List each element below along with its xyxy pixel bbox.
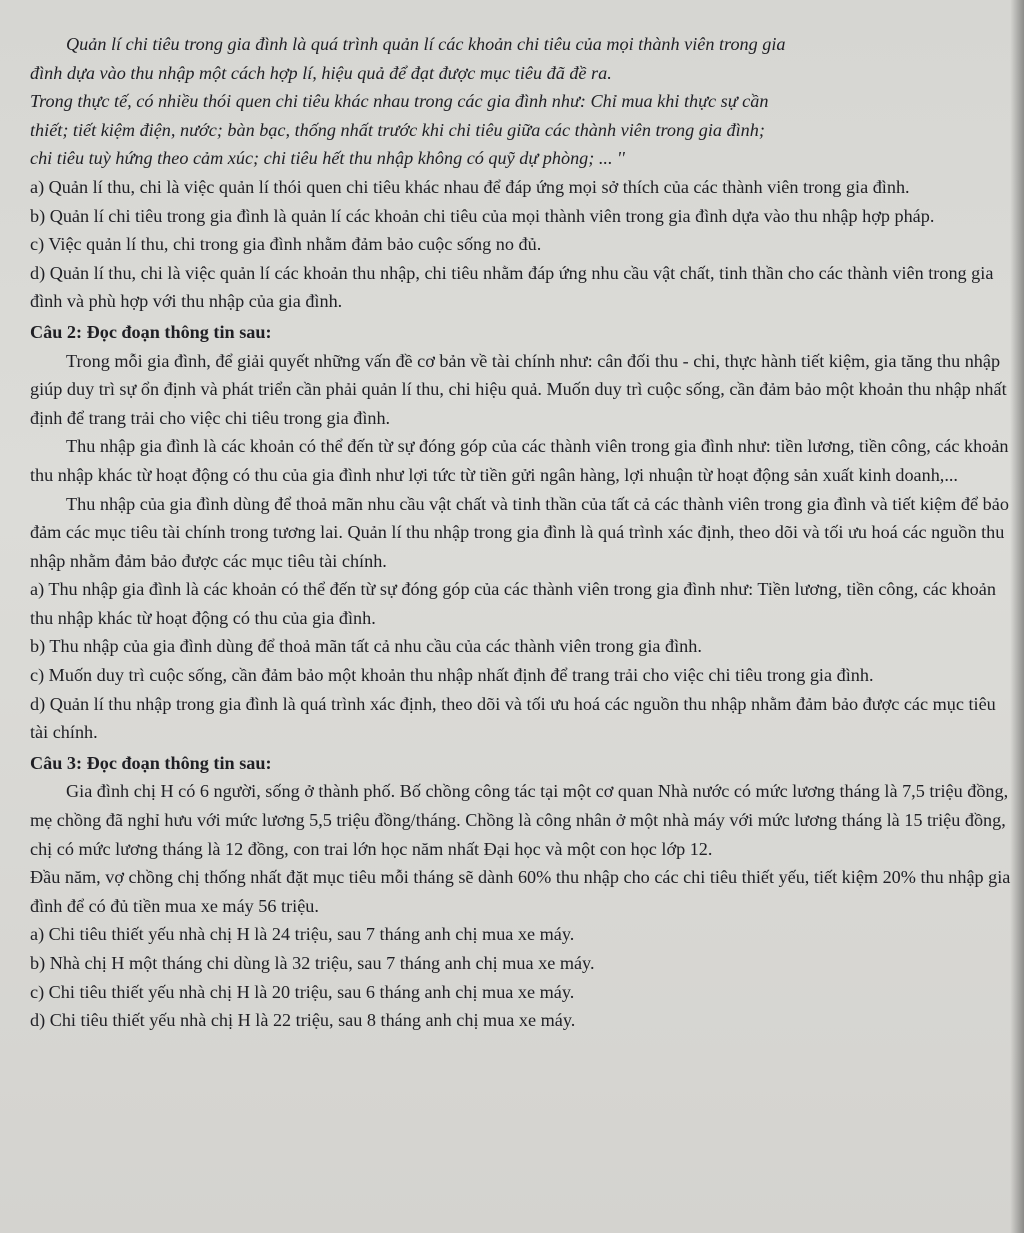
q3-option-d: d) Chi tiêu thiết yếu nhà chị H là 22 triệu, sau 8 tháng anh chị mua xe máy. (30, 1010, 576, 1031)
q1-option-d: d) Quản lí thu, chi là việc quản lí các khoản thu nhập, chi tiêu nhằm đáp ứng nhu cầu vật chất, tinh thần cho các thành viên trong gia đình và phù hợp với thu nhập của gia đình. (30, 262, 994, 312)
q2-option-b: b) Thu nhập của gia đình dùng để thoả mãn tất cả nhu cầu của các thành viên trong gia đình. (30, 636, 702, 657)
intro-quote (30, 30, 1014, 173)
q3-option-c: c) Chi tiêu thiết yếu nhà chị H là 20 triệu, sau 6 tháng anh chị mua xe máy. (30, 981, 575, 1002)
q3-option-a: a) Chi tiêu thiết yếu nhà chị H là 24 triệu, sau 7 tháng anh chị mua xe máy. (30, 924, 575, 945)
intro-line: đình dựa vào thu nhập một cách hợp lí, hiệu quả để đạt được mục tiêu đã đề ra. (30, 62, 612, 83)
question-3 (30, 749, 1014, 1035)
q3-paragraph: Gia đình chị H có 6 người, sống ở thành phố. Bố chồng công tác tại một cơ quan Nhà nước có mức lương tháng là 7,5 triệu đồng, mẹ chồng đã nghỉ hưu với mức lương 5,5 triệu đồng/tháng. Chồng là công nhân ở một nhà máy với mức lương tháng là 15 triệu đồng, chị có mức lương tháng là 12 đồng, con trai lớn học năm nhất Đại học và một con học lớp 12. (30, 781, 1009, 859)
document-text (30, 30, 1014, 1035)
q1-option-b: b) Quản lí chi tiêu trong gia đình là quản lí các khoản chi tiêu của mọi thành viên trong gia đình dựa vào thu nhập hợp pháp. (30, 205, 935, 226)
intro-line: Trong thực tế, có nhiều thói quen chi tiêu khác nhau trong các gia đình như: Chỉ mua khi thực sự cần (30, 91, 769, 112)
q1-options (30, 173, 1014, 316)
q3-option-b: b) Nhà chị H một tháng chi dùng là 32 triệu, sau 7 tháng anh chị mua xe máy. (30, 953, 595, 973)
intro-line: Quản lí chi tiêu trong gia đình là quá trình quản lí các khoản chi tiêu của mọi thành viên trong gia (66, 34, 786, 54)
q3-heading: Câu 3: Đọc đoạn thông tin sau: (30, 752, 272, 773)
question-2 (30, 318, 1014, 747)
q1-option-c: c) Việc quản lí thu, chi trong gia đình nhằm đảm bảo cuộc sống no đủ. (30, 234, 542, 255)
intro-line: chi tiêu tuỳ hứng theo cảm xúc; chi tiêu hết thu nhập không có quỹ dự phòng; ... '' (30, 148, 625, 169)
page-edge-shadow (1010, 0, 1024, 1233)
q2-paragraph: Thu nhập gia đình là các khoản có thể đến từ sự đóng góp của các thành viên trong gia đình như: tiền lương, tiền công, các khoản thu nhập khác từ hoạt động có thu của gia đình như lợi tức từ tiền gửi ngân hàng, lợi nhuận từ hoạt động sản xuất kinh doanh,... (30, 436, 1009, 485)
q2-option-c: c) Muốn duy trì cuộc sống, cần đảm bảo một khoản thu nhập nhất định để trang trải cho việc chi tiêu trong gia đình. (30, 665, 874, 686)
q1-option-a: a) Quản lí thu, chi là việc quản lí thói quen chi tiêu khác nhau để đáp ứng mọi sở thích của các thành viên trong gia đình. (30, 176, 910, 197)
q2-heading: Câu 2: Đọc đoạn thông tin sau: (30, 321, 272, 342)
q2-option-d: d) Quản lí thu nhập trong gia đình là quá trình xác định, theo dõi và tối ưu hoá các nguồn thu nhập nhằm đảm bảo được các mục tiêu tài chính. (30, 693, 996, 743)
intro-line: thiết; tiết kiệm điện, nước; bàn bạc, thống nhất trước khi chi tiêu giữa các thành viên trong gia đình; (30, 119, 765, 140)
q3-paragraph: Đầu năm, vợ chồng chị thống nhất đặt mục tiêu mỗi tháng sẽ dành 60% thu nhập cho các chi tiêu thiết yếu, tiết kiệm 20% thu nhập gia đình để có đủ tiền mua xe máy 56 triệu. (30, 867, 1011, 916)
q2-paragraph: Thu nhập của gia đình dùng để thoả mãn nhu cầu vật chất và tinh thần của tất cả các thành viên trong gia đình và tiết kiệm để bảo đảm các mục tiêu tài chính trong tương lai. Quản lí thu nhập trong gia đình là quá trình xác định, theo dõi và tối ưu hoá các nguồn thu nhập nhằm đảm bảo được các mục tiêu tài chính. (30, 493, 1009, 571)
q2-paragraph: Trong mỗi gia đình, để giải quyết những vấn đề cơ bản về tài chính như: cân đối thu - chi, thực hành tiết kiệm, gia tăng thu nhập giúp duy trì sự ổn định và phát triển cần phải quản lí thu, chi hiệu quả. Muốn duy trì cuộc sống, cần đảm bảo một khoản thu nhập nhất định để trang trải cho việc chi tiêu trong gia đình. (30, 350, 1007, 428)
q2-option-a: a) Thu nhập gia đình là các khoản có thể đến từ sự đóng góp của các thành viên trong gia đình như: Tiền lương, tiền công, các khoản thu nhập khác từ hoạt động có thu của gia đình. (30, 579, 996, 628)
